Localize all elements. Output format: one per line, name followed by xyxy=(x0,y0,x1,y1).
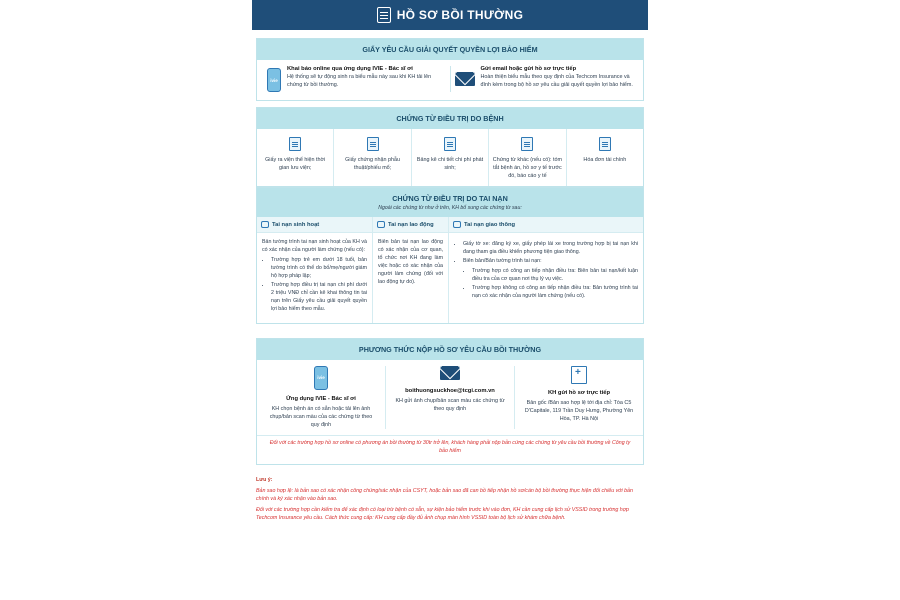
submit-app-text: KH chọn bệnh án có sẵn hoặc tải lên ảnh chụp/bản scan màu của các chứng từ theo quy định xyxy=(269,405,373,429)
submission-methods-heading: PHƯƠNG THỨC NỘP HỒ SƠ YÊU CẦU BỒI THƯỜNG xyxy=(257,339,643,360)
disease-doc-item xyxy=(567,129,643,186)
traffic-accident-column xyxy=(449,217,643,322)
accident-docs-subtitle: Ngoài các chứng từ như ở trên, KH bổ sung các chứng từ sau: xyxy=(378,205,522,212)
mail-icon xyxy=(440,366,460,380)
accident-docs-heading xyxy=(257,188,643,217)
submission-methods-section xyxy=(256,338,644,465)
submit-email-text: KH gửi ảnh chụp/bản scan màu các chứng từ theo quy định xyxy=(395,397,505,413)
life-accident-column xyxy=(257,217,373,322)
document-icon xyxy=(444,137,456,151)
online-app-text: Hệ thống sẽ tự động sinh ra biểu mẫu này sau khi KH tải lên chứng từ bồi thường. xyxy=(287,74,432,88)
accident-docs-title: CHỨNG TỪ ĐIỀU TRỊ DO TAI NẠN xyxy=(392,194,508,204)
disease-doc-item xyxy=(257,129,334,186)
phone-app-icon: ivie xyxy=(314,366,328,390)
document-header xyxy=(252,0,648,30)
disease-doc-text: Chứng từ khác (nếu có): tóm tắt bệnh án, hồ sơ y tế trước đó, báo cáo y tế xyxy=(492,157,563,179)
email-option-title: Gửi email hoặc gửi hồ sơ trực tiếp xyxy=(480,66,577,72)
document-title: HỒ SƠ BỒI THƯỜNG xyxy=(396,8,524,22)
submit-app-title: Ứng dụng IVIE - Bác sĩ ơi xyxy=(286,395,356,402)
labor-accident-column xyxy=(373,217,449,322)
claim-request-section xyxy=(256,38,644,101)
document-icon xyxy=(289,137,301,151)
online-app-option xyxy=(263,66,450,92)
disease-docs-section xyxy=(256,107,644,187)
labor-accident-text: Biên bản tai nạn lao động có xác nhận của cơ quan, tổ chức nơi KH đang làm việc hoặc có xác nhận của người làm chứng (đối với lao động tự do). xyxy=(378,239,443,286)
submit-email-method xyxy=(386,366,515,429)
note-item: Bản sao hợp lệ: là bản sao có xác nhận công chứng/xác nhận của CSYT, hoặc bản sao đã can bồ tiếp nhận hồ sơ/cán bộ bồi thường thực hiện đối chiếu với bản chính và ký xác nhận vào bản sao. xyxy=(256,488,633,502)
email-option-text: Hoàn thiện biểu mẫu theo quy định của Techcom Insurance và đính kèm trong bộ hồ sơ yêu cầu giải quyết quyền lợi bảo hiểm. xyxy=(480,74,633,88)
traffic-accident-bullet xyxy=(463,258,638,301)
traffic-accident-title: Tai nạn giao thông xyxy=(464,221,516,228)
online-app-title: Khai báo online qua ứng dụng IVIE - Bác sĩ ơi xyxy=(287,66,413,72)
car-icon xyxy=(453,221,461,228)
disease-doc-text: Giấy chứng nhận phẫu thuật/phiếu mổ; xyxy=(345,157,401,171)
document-icon xyxy=(521,137,533,151)
life-accident-bullet: • Trường hợp trẻ em dưới 18 tuổi, bản tường trình có thể do bố/mẹ/người giám hộ hợp pháp lập; xyxy=(271,257,367,281)
document-icon xyxy=(599,137,611,151)
disease-doc-text: Hóa đơn tài chính xyxy=(583,157,627,163)
email-option xyxy=(450,66,638,92)
clipboard-icon xyxy=(377,7,391,23)
document-icon xyxy=(367,137,379,151)
disease-docs-heading: CHỨNG TỪ ĐIỀU TRỊ DO BỆNH xyxy=(257,108,643,129)
notes-title: Lưu ý: xyxy=(256,477,273,484)
disease-doc-text: Giấy ra viện thể hiện thời gian lưu viện; xyxy=(265,157,326,171)
traffic-accident-bullet: • Giấy tờ xe: đăng ký xe, giấy phép lái xe trong trường hợp bị tai nạn khi đang tham gia điều khiển phương tiện giao thông. xyxy=(463,241,638,257)
traffic-report-label: Biên bản/Bản tường trình tai nạn: xyxy=(463,258,542,265)
life-accident-intro: Bản tường trình tai nạn sinh hoạt của KH và có xác nhận của người làm chứng (nếu có): xyxy=(262,239,367,254)
note-item: Đối với các trường hợp cần kiểm tra để xác định có loại trừ bệnh có sẵn, sự kiện bảo hiểm trước khi vào đơn, KH cần cung cấp lịch sử VSSID trong trường hợp Techcom Insurance yêu cầu. Cách thức cung cấp: KH cung cấp đầy đủ ảnh chụp màn hình VSSID toàn bộ lịch sử khám chữa bệnh. xyxy=(256,506,629,521)
life-accident-title: Tai nạn sinh hoạt xyxy=(272,221,320,228)
submit-direct-title: KH gửi hồ sơ trực tiếp xyxy=(547,389,611,396)
medical-document-icon xyxy=(571,366,587,384)
disease-doc-item xyxy=(412,129,489,186)
people-icon xyxy=(261,221,269,228)
submit-direct-method xyxy=(515,366,643,429)
submit-app-method xyxy=(257,366,386,429)
claim-request-heading: GIẤY YÊU CẦU GIẢI QUYẾT QUYỀN LỢI BẢO HIỂM xyxy=(257,39,643,60)
traffic-sub-bullet: • Trường hợp có công an tiếp nhận điều tra: Biên bản tai nạn/kết luận điều tra của cơ quan nơi thụ lý vụ việc. xyxy=(472,268,638,284)
labor-accident-title: Tai nạn lao động xyxy=(388,221,434,228)
life-accident-bullet: • Trường hợp điều trị tai nạn chi phí dưới 2 triệu VNĐ chỉ cần kê khai thông tin tai nạn trên Giấy yêu cầu giải quyết quyền lợi bảo hiểm theo mẫu. xyxy=(271,282,367,314)
submission-note: Đối với các trường hợp hồ sơ online có phương án bồi thường từ 30tr trở lên, khách hàng phải nộp bản cứng các chứng từ yêu cầu bồi thường về Công ty bảo hiểm xyxy=(257,435,643,464)
accident-docs-section xyxy=(256,187,644,323)
submit-direct-text: Bản gốc /Bản sao hợp lệ tới địa chỉ: Tòa C5 D'Capitale, 119 Trần Duy Hưng, Phường Yên Hòa, TP. Hà Nội xyxy=(524,399,634,423)
traffic-sub-bullet: • Trường hợp không có công an tiếp nhận điều tra: Bản tường trình tai nạn có xác nhận của người làm chứng (nếu có). xyxy=(472,285,638,301)
construction-icon xyxy=(377,221,385,228)
notes-block xyxy=(256,477,644,523)
disease-doc-text: Bảng kê chi tiết chi phí phát sinh; xyxy=(416,157,484,171)
phone-app-icon: ivie xyxy=(267,68,281,92)
mail-icon xyxy=(455,72,475,86)
disease-doc-item xyxy=(334,129,411,186)
disease-doc-item xyxy=(489,129,566,186)
claim-document xyxy=(252,0,648,600)
submit-email-address[interactable]: boithuongsuckhoe@tcgi.com.vn xyxy=(405,387,495,394)
